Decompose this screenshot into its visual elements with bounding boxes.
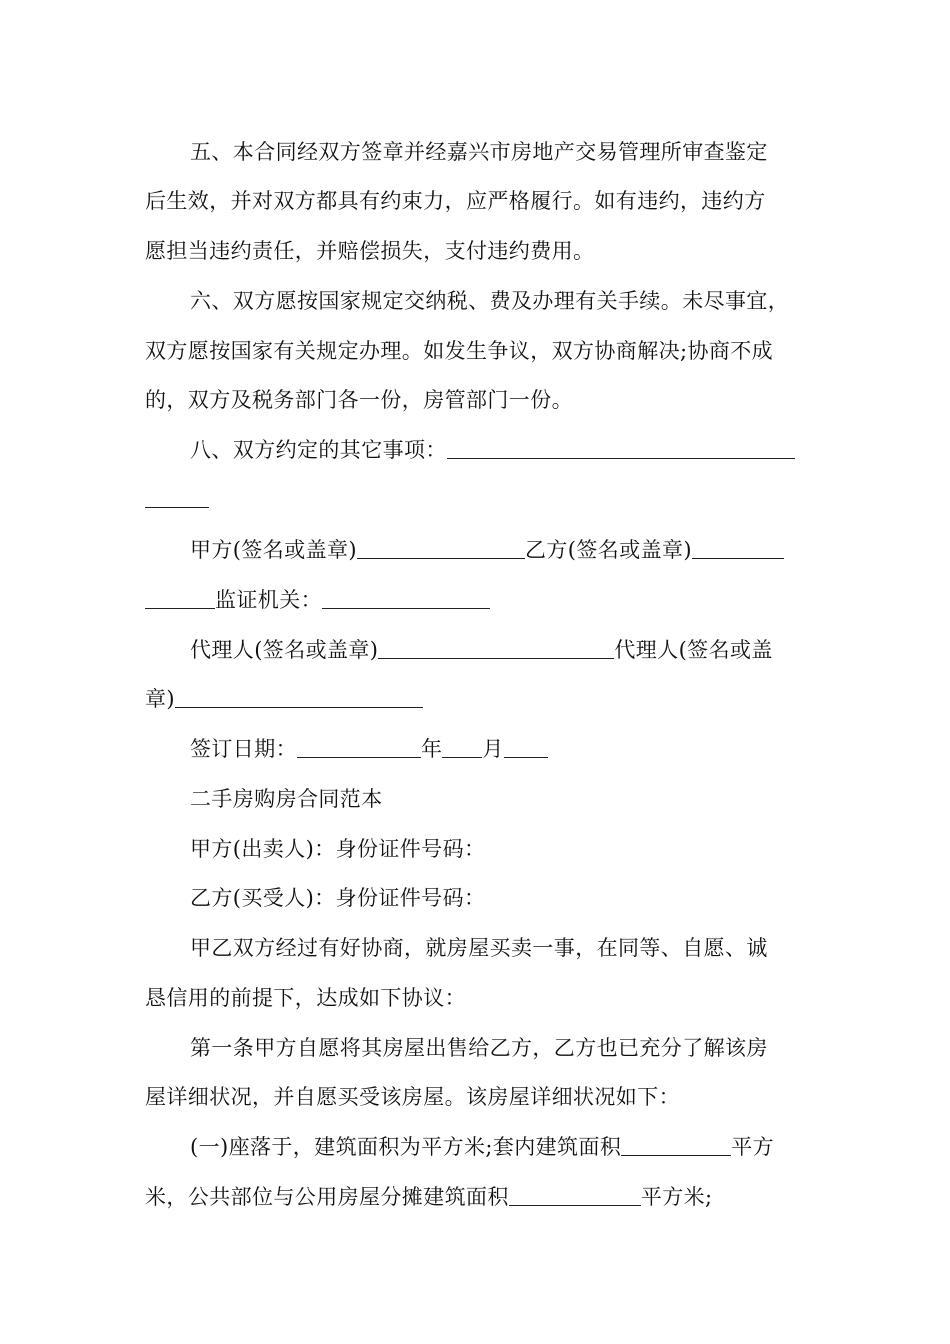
shared-area-field[interactable]: [509, 1185, 641, 1206]
month-label: 月: [482, 737, 504, 761]
party-a-sign-field[interactable]: [357, 538, 525, 559]
agreement-intro-line-2: 恳信用的前提下，达成如下协议：: [145, 986, 466, 1010]
sqm-label-2: 平方米;: [640, 1185, 713, 1209]
agent-signatures-line: [190, 635, 870, 665]
other-matters-field-cont[interactable]: [145, 487, 209, 508]
year-label: 年: [421, 737, 443, 761]
party-b-sign-field-cont[interactable]: [145, 588, 215, 609]
clause-6-line-2: 双方愿按国家有关规定办理。如发生争议，双方协商解决;协商不成: [145, 339, 774, 363]
sign-year-field[interactable]: [297, 737, 421, 758]
supervisor-line: [145, 585, 825, 615]
party-b-sign-label: 乙方(签名或盖章): [525, 538, 692, 562]
clause-8-continuation: [145, 484, 825, 514]
clause-8-line: [190, 435, 870, 465]
party-b-sign-field[interactable]: [692, 538, 784, 559]
item-1-line-2: [145, 1182, 825, 1212]
seller-line: 甲方(出卖人)：身份证件号码：: [190, 837, 486, 861]
article-1-line-1: 第一条甲方自愿将其房屋出售给乙方，乙方也已充分了解该房: [190, 1036, 768, 1060]
clause-5-line-3: 愿担当违约责任，并赔偿损失，支付违约费用。: [145, 239, 595, 263]
sign-date-label: 签订日期：: [190, 737, 297, 761]
article-1-line-2: 屋详细状况，并自愿买受该房屋。该房屋详细状况如下：: [145, 1085, 680, 1109]
item-1-text: (一)座落于，建筑面积为平方米;套内建筑面积: [190, 1135, 622, 1159]
template-title: 二手房购房合同范本: [190, 787, 383, 811]
other-matters-field[interactable]: [447, 438, 795, 459]
agent-b-line: [145, 684, 825, 714]
agreement-intro-line-1: 甲乙双方经过有好协商，就房屋买卖一事，在同等、自愿、诚: [190, 936, 768, 960]
clause-6-line-3: 的，双方及税务部门各一份，房管部门一份。: [145, 388, 573, 412]
agent-b-sign-field[interactable]: [175, 687, 423, 708]
sign-month-field[interactable]: [442, 737, 482, 758]
clause-5-line-1: 五、本合同经双方签章并经嘉兴市房地产交易管理所审查鉴定: [190, 140, 768, 164]
party-signatures-line: [190, 535, 870, 565]
item-1-line-1: [190, 1132, 870, 1162]
shared-area-text: 米，公共部位与公用房屋分摊建筑面积: [145, 1185, 509, 1209]
sqm-label-1: 平方: [731, 1135, 775, 1159]
sign-date-line: [190, 734, 870, 764]
clause-6-line-1: 六、双方愿按国家规定交纳税、费及办理有关手续。未尽事宜，: [190, 289, 790, 313]
buyer-line: 乙方(买受人)：身份证件号码：: [190, 886, 486, 910]
supervisor-field[interactable]: [322, 588, 490, 609]
clause-5-line-2: 后生效，并对双方都具有约束力，应严格履行。如有违约，违约方: [145, 189, 766, 213]
inner-area-field[interactable]: [621, 1135, 731, 1156]
sign-day-field[interactable]: [504, 737, 548, 758]
agent-b-sign-label: 代理人(签名或盖: [614, 638, 773, 662]
supervisor-label: 监证机关：: [215, 588, 322, 612]
agent-a-sign-field[interactable]: [378, 638, 614, 659]
party-a-sign-label: 甲方(签名或盖章): [190, 538, 357, 562]
clause-8-label: 八、双方约定的其它事项：: [190, 438, 447, 462]
agent-b-sign-label-cont: 章): [145, 687, 175, 711]
agent-a-sign-label: 代理人(签名或盖章): [190, 638, 379, 662]
